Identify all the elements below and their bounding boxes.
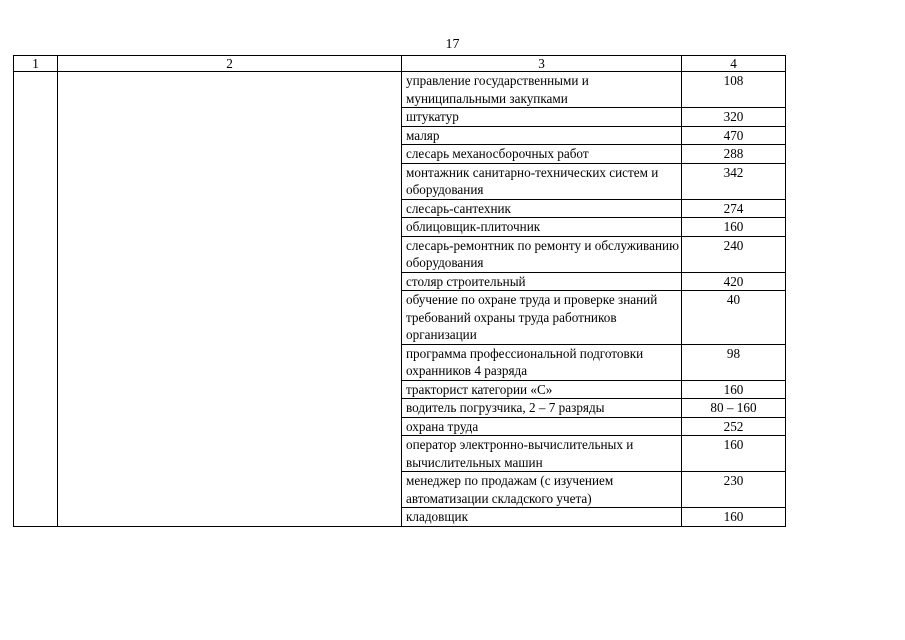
row-name-cell: управление государственными и муниципальными закупками [402, 72, 682, 108]
row-name-cell: штукатур [402, 108, 682, 127]
row-name-cell: оператор электронно-вычислительных и вычислительных машин [402, 436, 682, 472]
row-name-cell: слесарь-ремонтник по ремонту и обслуживанию оборудования [402, 236, 682, 272]
row-hours-cell: 252 [682, 417, 786, 436]
row-hours-cell: 80 – 160 [682, 399, 786, 418]
row-hours-cell: 288 [682, 145, 786, 164]
column-header-3: 3 [402, 56, 682, 72]
document-table [13, 55, 786, 527]
row-name-cell: кладовщик [402, 508, 682, 527]
row-name-cell: слесарь механосборочных работ [402, 145, 682, 164]
row-hours-cell: 420 [682, 272, 786, 291]
table-header-row [14, 56, 786, 72]
row-name-cell: тракторист категории «С» [402, 380, 682, 399]
row-hours-cell: 108 [682, 72, 786, 108]
row-name-cell: монтажник санитарно-технических систем и оборудования [402, 163, 682, 199]
row-name-cell: менеджер по продажам (с изучением автоматизации складского учета) [402, 472, 682, 508]
column-header-1: 1 [14, 56, 58, 72]
row-name-cell: столяр строительный [402, 272, 682, 291]
column-header-4: 4 [682, 56, 786, 72]
page-number: 17 [445, 37, 460, 52]
row-hours-cell: 160 [682, 508, 786, 527]
row-hours-cell: 320 [682, 108, 786, 127]
column-1-cell [14, 72, 58, 527]
row-hours-cell: 274 [682, 199, 786, 218]
row-hours-cell: 470 [682, 126, 786, 145]
column-header-2: 2 [58, 56, 402, 72]
row-hours-cell: 160 [682, 218, 786, 237]
row-name-cell: облицовщик-плиточник [402, 218, 682, 237]
row-hours-cell: 240 [682, 236, 786, 272]
row-hours-cell: 160 [682, 380, 786, 399]
row-hours-cell: 98 [682, 344, 786, 380]
row-name-cell: маляр [402, 126, 682, 145]
row-hours-cell: 342 [682, 163, 786, 199]
row-name-cell: водитель погрузчика, 2 – 7 разряды [402, 399, 682, 418]
row-name-cell: обучение по охране труда и проверке знаний требований охраны труда работников организации [402, 291, 682, 345]
row-hours-cell: 230 [682, 472, 786, 508]
column-2-cell [58, 72, 402, 527]
row-name-cell: слесарь-сантехник [402, 199, 682, 218]
table-row [14, 72, 786, 108]
row-hours-cell: 160 [682, 436, 786, 472]
row-name-cell: программа профессиональной подготовки охранников 4 разряда [402, 344, 682, 380]
row-name-cell: охрана труда [402, 417, 682, 436]
row-hours-cell: 40 [682, 291, 786, 345]
